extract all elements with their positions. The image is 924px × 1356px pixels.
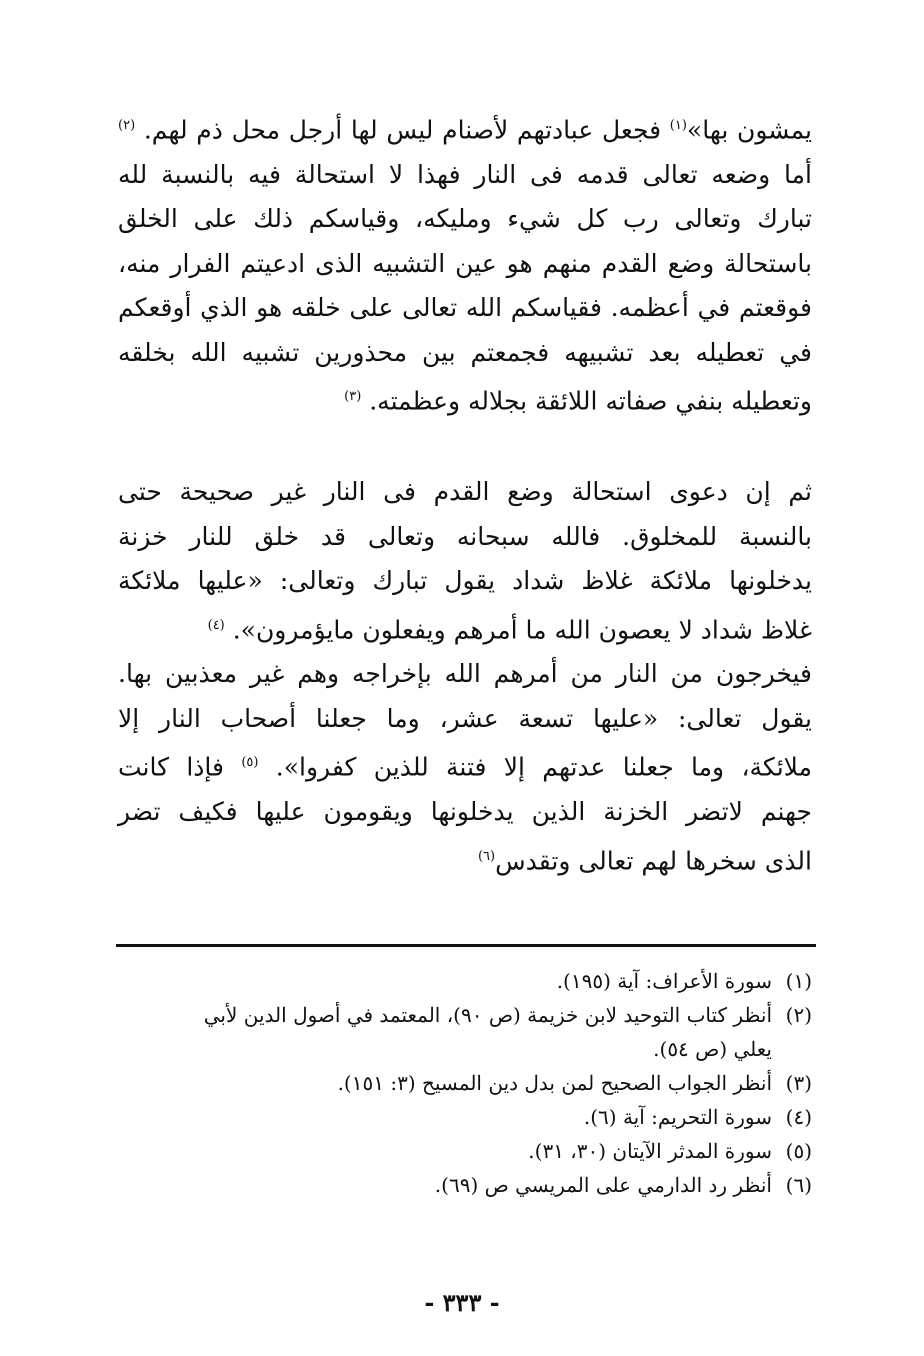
footnote-marker: (١) <box>669 118 687 133</box>
footnotes <box>118 964 812 1202</box>
footnote-number: (٦) <box>785 1173 812 1197</box>
footnote-marker: (٤) <box>207 617 225 633</box>
footnote-text: سورة الأعراف: آية (١٩٥). <box>556 969 772 993</box>
text-line: يمشون بها»$^{(١)}$ فجعل عبادتهم لأصنام ليس لها أرجل محل ذم لهم. $^{(٢)}$ <box>118 115 812 145</box>
text-line: جهنم لاتضر الخزنة الذين يدخلونها ويقومون عليها فكيف تضر <box>118 797 812 827</box>
text-line: ثم إن دعوى استحالة وضع القدم فى النار غير صحيحة حتى <box>118 477 812 507</box>
footnote-text: سورة التحريم: آية (٦). <box>583 1105 772 1129</box>
text-line: وتعطيله بنفي صفاته اللائقة بجلاله وعظمته. $^{(٣)}$ <box>344 386 812 416</box>
footnote-text: أنظر كتاب التوحيد لابن خزيمة (ص ٩٠)، المعتمد في أصول الدين لأبي <box>203 1003 772 1027</box>
text-line: يقول تعالى: «عليها تسعة عشر، وما جعلنا أصحاب النار إلا <box>118 703 812 733</box>
text-line: في تعطيله بعد تشبيهه فجمعتم بين محذورين تشبيه الله بخلقه <box>118 337 812 367</box>
footnote-text: يعلي (ص ٥٤). <box>653 1037 772 1061</box>
footnote-number: (٢) <box>785 1003 812 1027</box>
text-line: غلاظ شداد لا يعصون الله ما أمرهم ويفعلون مايؤمرون». $^{(٤)}$ <box>207 614 812 644</box>
text-line: فيخرجون من النار من أمرهم الله بإخراجه وهم غير معذبين بها. <box>118 659 812 689</box>
text-line: تبارك وتعالى رب كل شيء ومليكه، وقياسكم ذلك على الخلق <box>118 204 812 234</box>
footnote-item <box>118 998 812 1032</box>
footnote-text: أنظر رد الدارمي على المريسي ص (٦٩). <box>434 1173 772 1197</box>
footnote-number: (١) <box>785 969 812 993</box>
footnote-divider <box>116 944 816 947</box>
footnote-item <box>118 1100 812 1134</box>
main-text <box>118 104 812 884</box>
text-line: الذى سخرها لهم تعالى وتقدس$^{(٦)}$ <box>477 846 812 876</box>
text-line: بالنسبة للمخلوق. فالله سبحانه وتعالى قد خلق للنار خزنة <box>118 521 812 551</box>
footnote-item <box>118 1066 812 1100</box>
footnote-marker: (٣) <box>344 389 362 405</box>
footnote-number: (٣) <box>785 1071 812 1095</box>
text-line: باستحالة وضع القدم منهم هو عين التشبيه الذى ادعيتم الفرار منه، <box>118 248 812 278</box>
footnote-number: (٤) <box>785 1105 812 1129</box>
footnote-item <box>118 1134 812 1168</box>
text-line: ملائكة، وما جعلنا عدتهم إلا فتنة للذين كفروا». $^{(٥)}$ فإذا كانت <box>118 752 812 782</box>
footnote-number: (٥) <box>785 1139 812 1163</box>
text-line: يدخلونها ملائكة غلاظ شداد يقول تبارك وتعالى: «عليها ملائكة <box>118 566 812 596</box>
footnote-item <box>118 1168 812 1202</box>
footnote-text: سورة المدثر الآيتان (٣٠، ٣١). <box>528 1139 772 1163</box>
paragraph-2 <box>118 470 812 883</box>
footnote-item <box>118 964 812 998</box>
paragraph-1 <box>118 104 812 424</box>
footnote-continuation <box>118 1032 812 1066</box>
footnote-marker: (٥) <box>241 755 259 771</box>
text-line: فوقعتم في أعظمه. فقياسكم الله تعالى على خلقه هو الذي أوقعكم <box>118 293 812 323</box>
footnote-text: أنظر الجواب الصحيح لمن بدل دين المسيح (٣: ١٥١). <box>337 1071 772 1095</box>
text-line: أما وضعه تعالى قدمه فى النار فهذا لا استحالة فيه بالنسبة لله <box>118 159 812 189</box>
footnote-marker: (٢) <box>118 118 136 133</box>
page-number: - ٣٣٣ - <box>424 1288 500 1317</box>
footnote-marker: (٦) <box>477 848 496 864</box>
